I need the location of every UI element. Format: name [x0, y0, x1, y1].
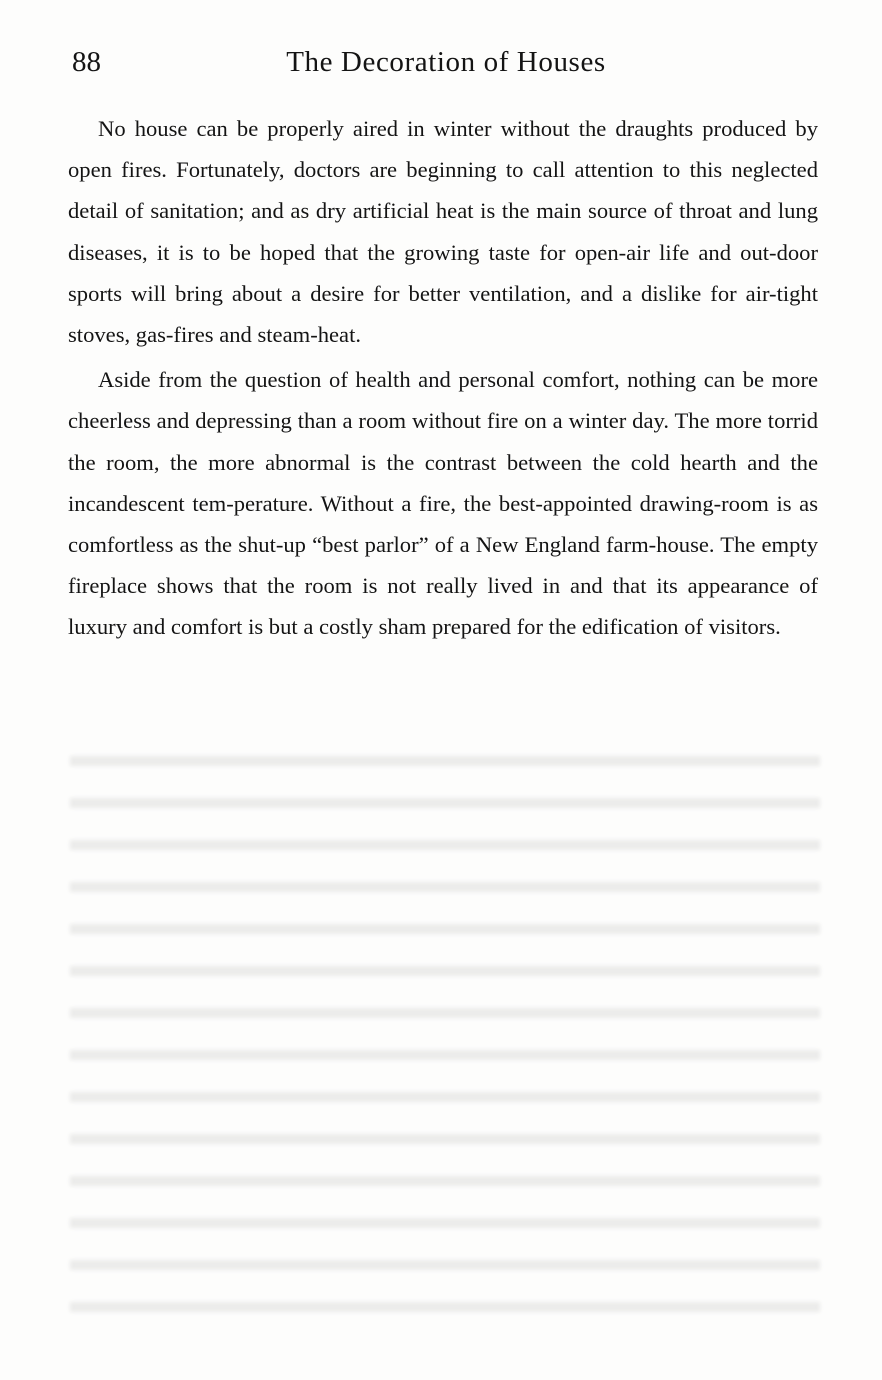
- body-text: [68, 108, 818, 652]
- page-number: 88: [72, 46, 101, 78]
- paragraph: No house can be properly aired in winter without the draughts produced by open fires. Fortunately, doctors are beginning to call attention to this neglected detail of sanitation; and as dry artificial heat is the main source of throat and lung diseases, it is to be hoped that the growing taste for open-air life and out-door sports will bring about a desire for better ventilation, and a dislike for air-tight stoves, gas-fires and steam-heat.: [68, 116, 818, 348]
- paragraph: Aside from the question of health and personal comfort, nothing can be more cheerless and depressing than a room without fire on a winter day. The more torrid the room, the more abnormal is the contrast between the cold hearth and the incandescent tem-perature. Without a fire, the best-appointed drawing-room is as comfortless as the shut-up “best parlor” of a New England farm-house. The empty fireplace shows that the room is not really lived in and that its appearance of luxury and comfort is but a costly sham prepared for the edification of visitors.: [68, 367, 818, 640]
- show-through-texture: [70, 730, 820, 1330]
- page-header: [72, 40, 820, 84]
- running-title: The Decoration of Houses: [286, 46, 606, 78]
